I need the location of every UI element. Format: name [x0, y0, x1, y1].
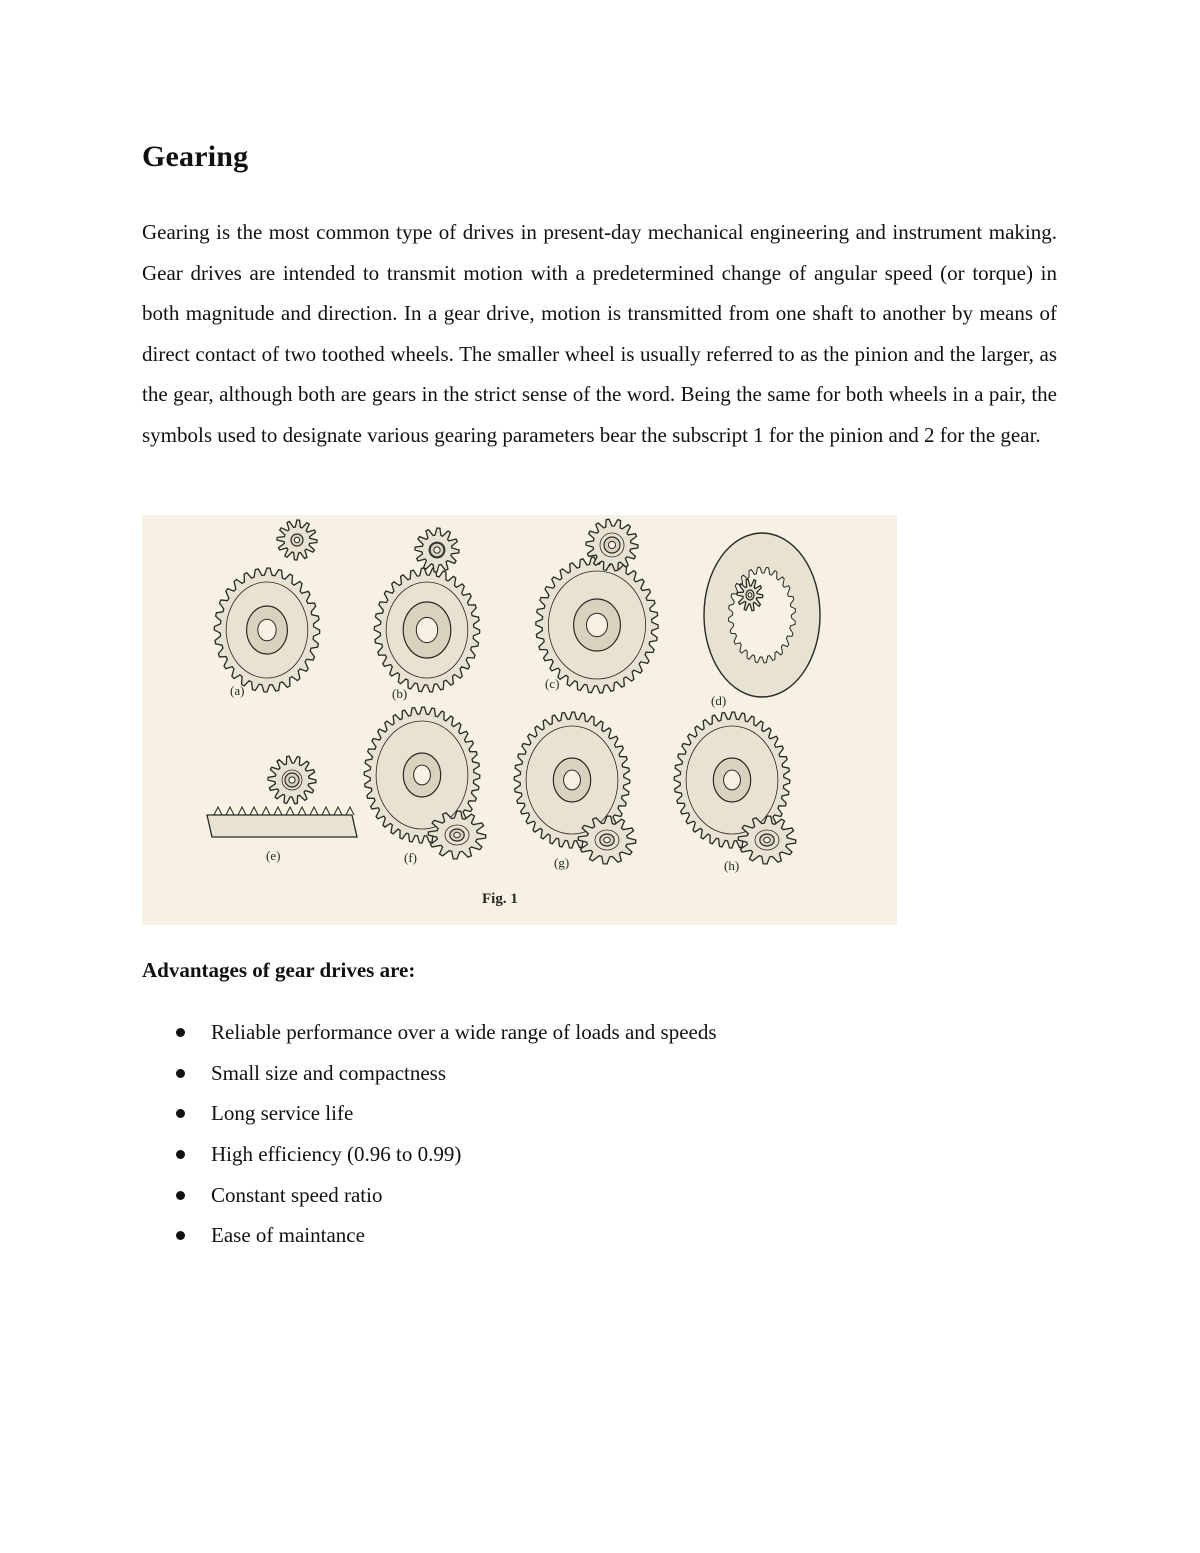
- label-a-group: [230, 683, 244, 698]
- figure-caption: Fig. 1: [482, 891, 518, 907]
- bevel-pinion-f-bore: [454, 832, 460, 837]
- bevel-pinion-h-bore: [764, 837, 770, 842]
- list-item-text: High efficiency (0.96 to 0.99): [211, 1142, 462, 1167]
- bullet-icon: [176, 1231, 185, 1240]
- herringbone-gear-c-bore: [586, 613, 607, 636]
- figure-label-a: (a): [230, 683, 245, 698]
- spur-gear-a-bore: [258, 619, 276, 641]
- list-item-text: Ease of maintance: [211, 1223, 365, 1248]
- list-item-text: Long service life: [211, 1101, 354, 1126]
- bevel-gear-h-bore: [724, 770, 741, 790]
- advantages-list: [142, 1012, 717, 1256]
- herringbone-pinion-c-bore: [608, 541, 615, 548]
- advantages-heading: Advantages of gear drives are:: [142, 958, 416, 982]
- list-item: [142, 1175, 717, 1216]
- figure-label-c: (c): [545, 676, 560, 691]
- figure-label-h: (h): [724, 858, 740, 873]
- list-item: [142, 1134, 717, 1175]
- gear-types-figure: [142, 515, 897, 925]
- rack-e: [207, 815, 357, 837]
- bullet-icon: [176, 1028, 185, 1037]
- figure-label-g: (g): [554, 855, 570, 870]
- pinion-e-bore: [289, 777, 295, 783]
- helical-gear-b-bore: [416, 617, 437, 642]
- bullet-icon: [176, 1069, 185, 1078]
- list-item-text: Small size and compactness: [211, 1060, 447, 1085]
- spur-pinion-a-bore: [294, 537, 299, 542]
- gear-illustrations: [142, 515, 897, 925]
- bullet-icon: [176, 1109, 185, 1118]
- list-item-text: Reliable performance over a wide range of loads and speeds: [211, 1020, 717, 1044]
- page-title: Gearing: [142, 140, 249, 173]
- internal-pinion-d-bore: [748, 593, 752, 598]
- figure-label-b: (b): [392, 686, 408, 701]
- list-item-text: Constant speed ratio: [211, 1182, 383, 1207]
- list-item: [142, 1215, 717, 1256]
- list-item: [142, 1012, 717, 1053]
- bevel-gear-g-bore: [564, 770, 581, 790]
- bevel-pinion-g-bore: [604, 837, 610, 842]
- figure-label-f: (f): [404, 850, 417, 865]
- list-item: [142, 1053, 717, 1094]
- helical-pinion-b-bore: [434, 547, 440, 553]
- figure-label-e: (e): [266, 848, 281, 863]
- list-item: [142, 1093, 717, 1134]
- intro-paragraph: Gearing is the most common type of drives in present-day mechanical engineering and instrument making. Gear drives are intended to transmit motion with a predetermined change of angular speed (or torque) in both magnitude and direction. In a gear drive, motion is transmitted from one shaft to another by means of direct contact of two toothed wheels. The smaller wheel is usually referred to as the pinion and the larger, as the gear, although both are gears in the strict sense of the word. Being the same for both wheels in a pair, the symbols used to designate various gearing parameters bear the subscript 1 for the pinion and 2 for the gear.: [142, 220, 1057, 447]
- figure-label-d: (d): [711, 693, 727, 708]
- rack-teeth-e: [214, 807, 354, 815]
- bevel-gear-f-bore: [414, 765, 431, 785]
- bullet-icon: [176, 1150, 185, 1159]
- bullet-icon: [176, 1191, 185, 1200]
